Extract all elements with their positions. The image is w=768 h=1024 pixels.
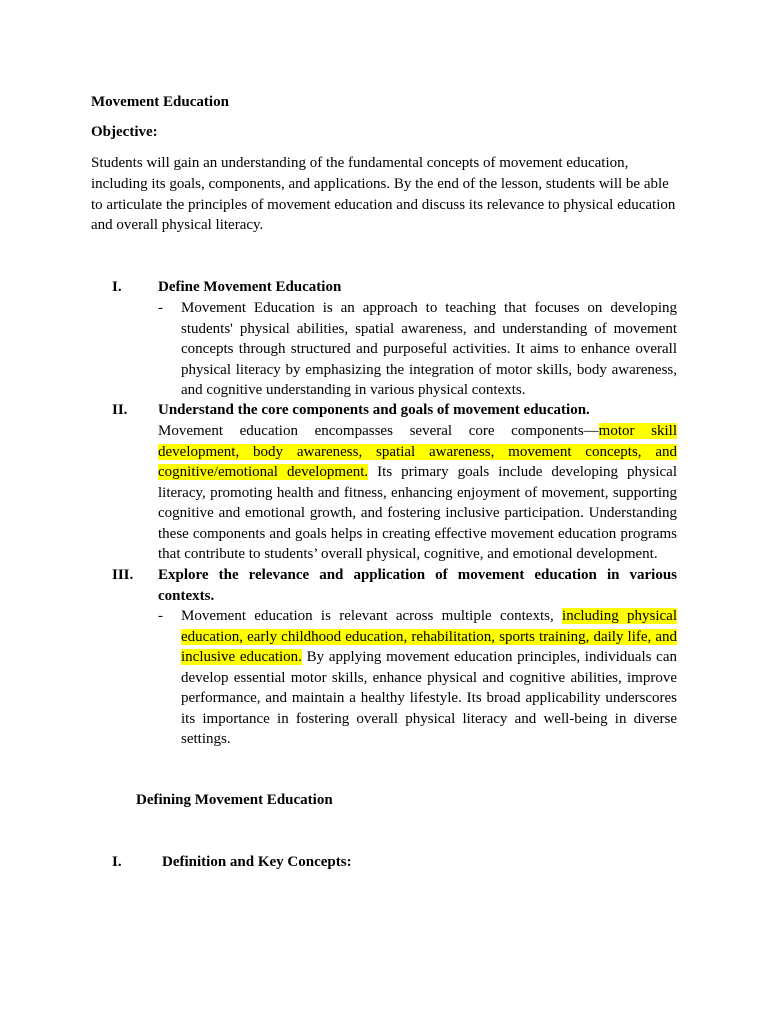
- section-body-text: [158, 421, 677, 565]
- highlighted-text: motor skill development, body awareness, spatial awareness, movement concepts, and cognitive/emotional development.: [158, 423, 677, 480]
- section-heading: Understand the core components and goals of movement education.: [158, 402, 590, 418]
- section-numeral: II.: [112, 402, 128, 418]
- bullet-dash: -: [158, 608, 163, 624]
- section-heading-definition: Definition and Key Concepts:: [162, 854, 352, 870]
- bullet-dash: -: [158, 300, 163, 316]
- section-numeral: I.: [112, 279, 122, 295]
- body-text-continuation: By applying movement education principles, individuals can develop essential motor skills, enhance physical and cognitive abilities, improve performance, and maintain a healthy lifestyle. Its broad applicability underscores its importance in fostering overall physical literacy and well-being in diverse settings.: [181, 649, 677, 747]
- section-heading: Define Movement Education: [158, 279, 342, 295]
- body-text-intro: Movement education encompasses several core components—: [158, 423, 599, 439]
- section-numeral: I.: [112, 854, 122, 870]
- body-text-continuation: Its primary goals include developing physical literacy, promoting health and fitness, enhancing enjoyment of movement, supporting cognitive and emotional growth, and fostering inclusive participation. Understanding these components and goals helps in creating effective movement education programs that contribute to students’ overall physical, cognitive, and emotional development.: [158, 464, 678, 562]
- document-title: Movement Education: [91, 94, 229, 110]
- objective-heading: Objective:: [91, 124, 158, 140]
- body-text-intro: Movement education is relevant across multiple contexts,: [181, 608, 563, 624]
- section-body-text: [181, 606, 677, 750]
- objective-paragraph: Students will gain an understanding of the fundamental concepts of movement education, including its goals, components, and applications. By the end of the lesson, students will be able to articulate the principles of movement education and discuss its relevance to physical education and overall physical literacy.: [91, 155, 676, 234]
- subtitle-defining-movement-education: Defining Movement Education: [136, 792, 333, 808]
- highlighted-text: including physical education, early childhood education, rehabilitation, sports training, daily life, and inclusive education.: [181, 608, 677, 665]
- section-numeral: III.: [112, 567, 134, 583]
- section-heading: Explore the relevance and application of movement education in various contexts.: [158, 567, 677, 604]
- section-body-text: Movement Education is an approach to teaching that focuses on developing students' physical abilities, spatial awareness, and understanding of movement concepts through structured and purposeful activities. It aims to enhance overall physical literacy by emphasizing the integration of motor skills, body awareness, and cognitive understanding in various physical contexts.: [181, 300, 677, 398]
